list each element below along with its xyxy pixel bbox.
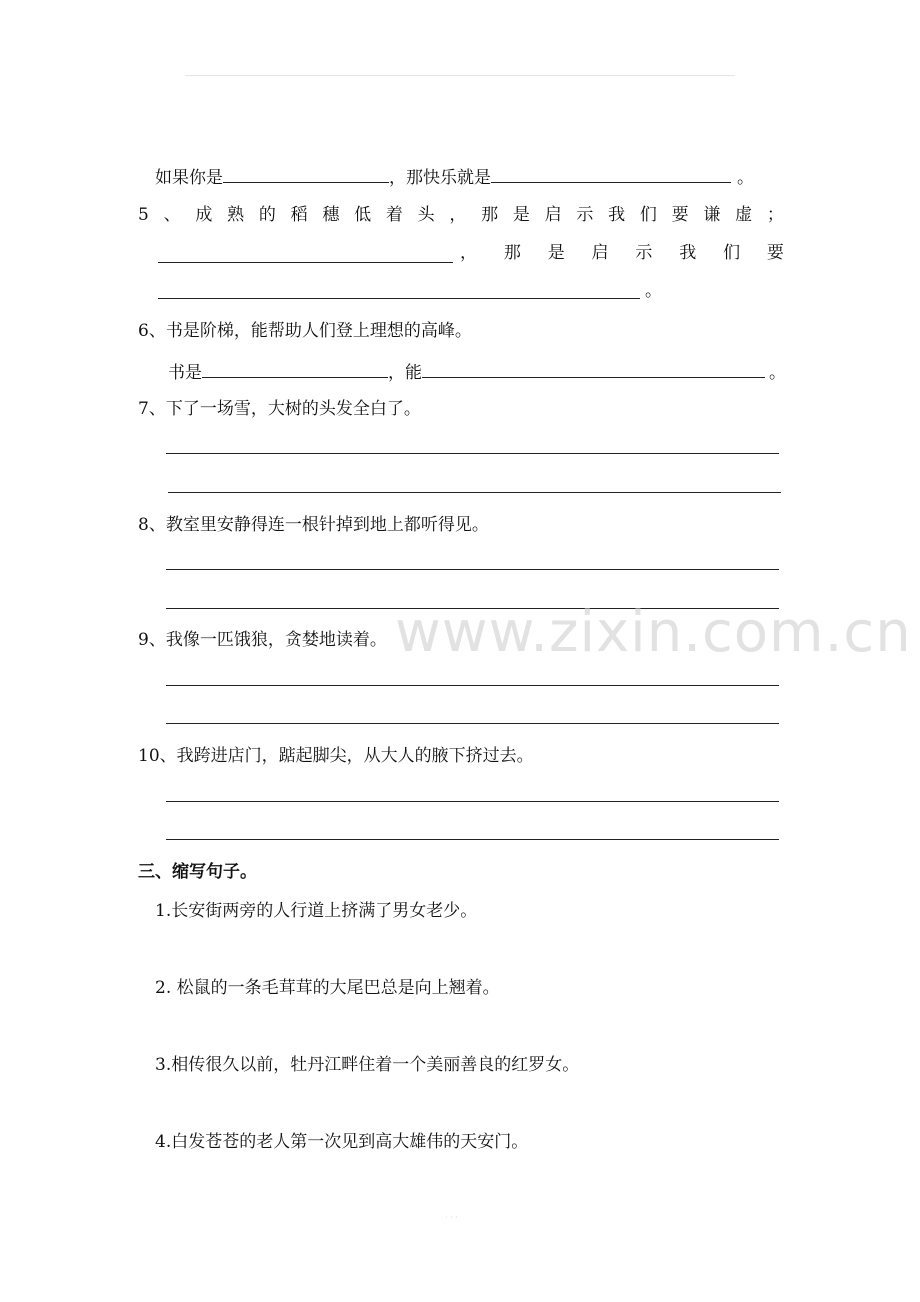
q5-line1-char: ，: [449, 205, 467, 225]
q5-line1-char: 虚: [735, 205, 753, 225]
q5-question-line: [138, 204, 784, 226]
q8-question: 8、教室里安静得连一根针掉到地上都听得见。: [138, 515, 489, 535]
section3-item-3: 3.相传很久以前，牡丹江畔住着一个美丽善良的红罗女。: [155, 1055, 580, 1075]
q5-line1-char: 我: [608, 205, 626, 225]
q4-fill-line: 如果你是 ，那快乐就是 。: [155, 164, 754, 189]
q5-line1-char: 5: [138, 205, 149, 225]
q5-line2-char: 我: [679, 243, 697, 263]
q5-line1-char: ；: [766, 205, 784, 225]
q9-answer-line-1[interactable]: [166, 685, 779, 686]
q10-answer-line-2[interactable]: [166, 839, 779, 840]
section3-item-1: 1.长安街两旁的人行道上挤满了男女老少。: [155, 901, 478, 921]
q5-line1-char: 谦: [703, 205, 721, 225]
section3-title: 三、缩写句子。: [138, 862, 257, 882]
q4-blank-2[interactable]: [491, 164, 731, 183]
q5-line2-char: 们: [723, 243, 741, 263]
q5-line1-char: 熟: [227, 205, 245, 225]
q8-answer-line-1[interactable]: [166, 569, 779, 570]
section3-item-2: 2. 松鼠的一条毛茸茸的大尾巴总是向上翘着。: [155, 978, 500, 998]
q5-line1-char: 那: [481, 205, 499, 225]
q7-answer-line-2[interactable]: [168, 492, 781, 493]
q7-question: 7、下了一场雪，大树的头发全白了。: [138, 399, 421, 419]
q7-answer-line-1[interactable]: [166, 453, 779, 454]
q10-question: 10、我跨进店门，踮起脚尖，从大人的腋下挤过去。: [138, 746, 534, 766]
q9-answer-line-2[interactable]: [166, 723, 779, 724]
q5-line1-char: 、: [163, 205, 181, 225]
q5-line1-char: 启: [544, 205, 562, 225]
q10-answer-line-1[interactable]: [166, 801, 779, 802]
footer-mark: · · ·: [445, 1213, 458, 1222]
q4-blank-1[interactable]: [223, 164, 389, 183]
watermark: www.zixin.com.cn: [395, 600, 912, 665]
q5-line1-char: 的: [258, 205, 276, 225]
q5-line2-char: 启: [591, 243, 609, 263]
header-rule: [185, 75, 735, 76]
q5-line2-char: 那: [503, 243, 521, 263]
q5-line1-char: 低: [354, 205, 372, 225]
q5-line1-char: 是: [512, 205, 530, 225]
q5-line1-char: 穗: [322, 205, 340, 225]
q5-line1-char: 着: [385, 205, 403, 225]
q5-line1-char: 头: [417, 205, 435, 225]
q6-blank-1[interactable]: [202, 359, 388, 378]
q6-blank-2[interactable]: [422, 359, 765, 378]
q5-line2-char: 是: [547, 243, 565, 263]
section3-item-4: 4.白发苍苍的老人第一次见到高大雄伟的天安门。: [155, 1132, 529, 1152]
q5-line2-char: 示: [635, 243, 653, 263]
q5-line2-char: ，: [460, 243, 477, 263]
q5-line1-char: 们: [639, 205, 657, 225]
q5-line1-char: 要: [671, 205, 689, 225]
q5-blank-2[interactable]: [158, 298, 640, 299]
q5-line1-char: 稻: [290, 205, 308, 225]
q5-line1-char: 示: [576, 205, 594, 225]
q5-blank-1[interactable]: [158, 262, 453, 263]
q5-end-mark: 。: [645, 281, 662, 301]
q5-question-line-2: [460, 242, 784, 264]
q5-line1-char: 成: [195, 205, 213, 225]
q6-fill-line: 书是 ，能 。: [168, 359, 786, 384]
q6-question: 6、书是阶梯，能帮助人们登上理想的高峰。: [138, 321, 472, 341]
q5-line2-char: 要: [766, 243, 784, 263]
q9-question: 9、我像一匹饿狼，贪婪地读着。: [138, 630, 387, 650]
